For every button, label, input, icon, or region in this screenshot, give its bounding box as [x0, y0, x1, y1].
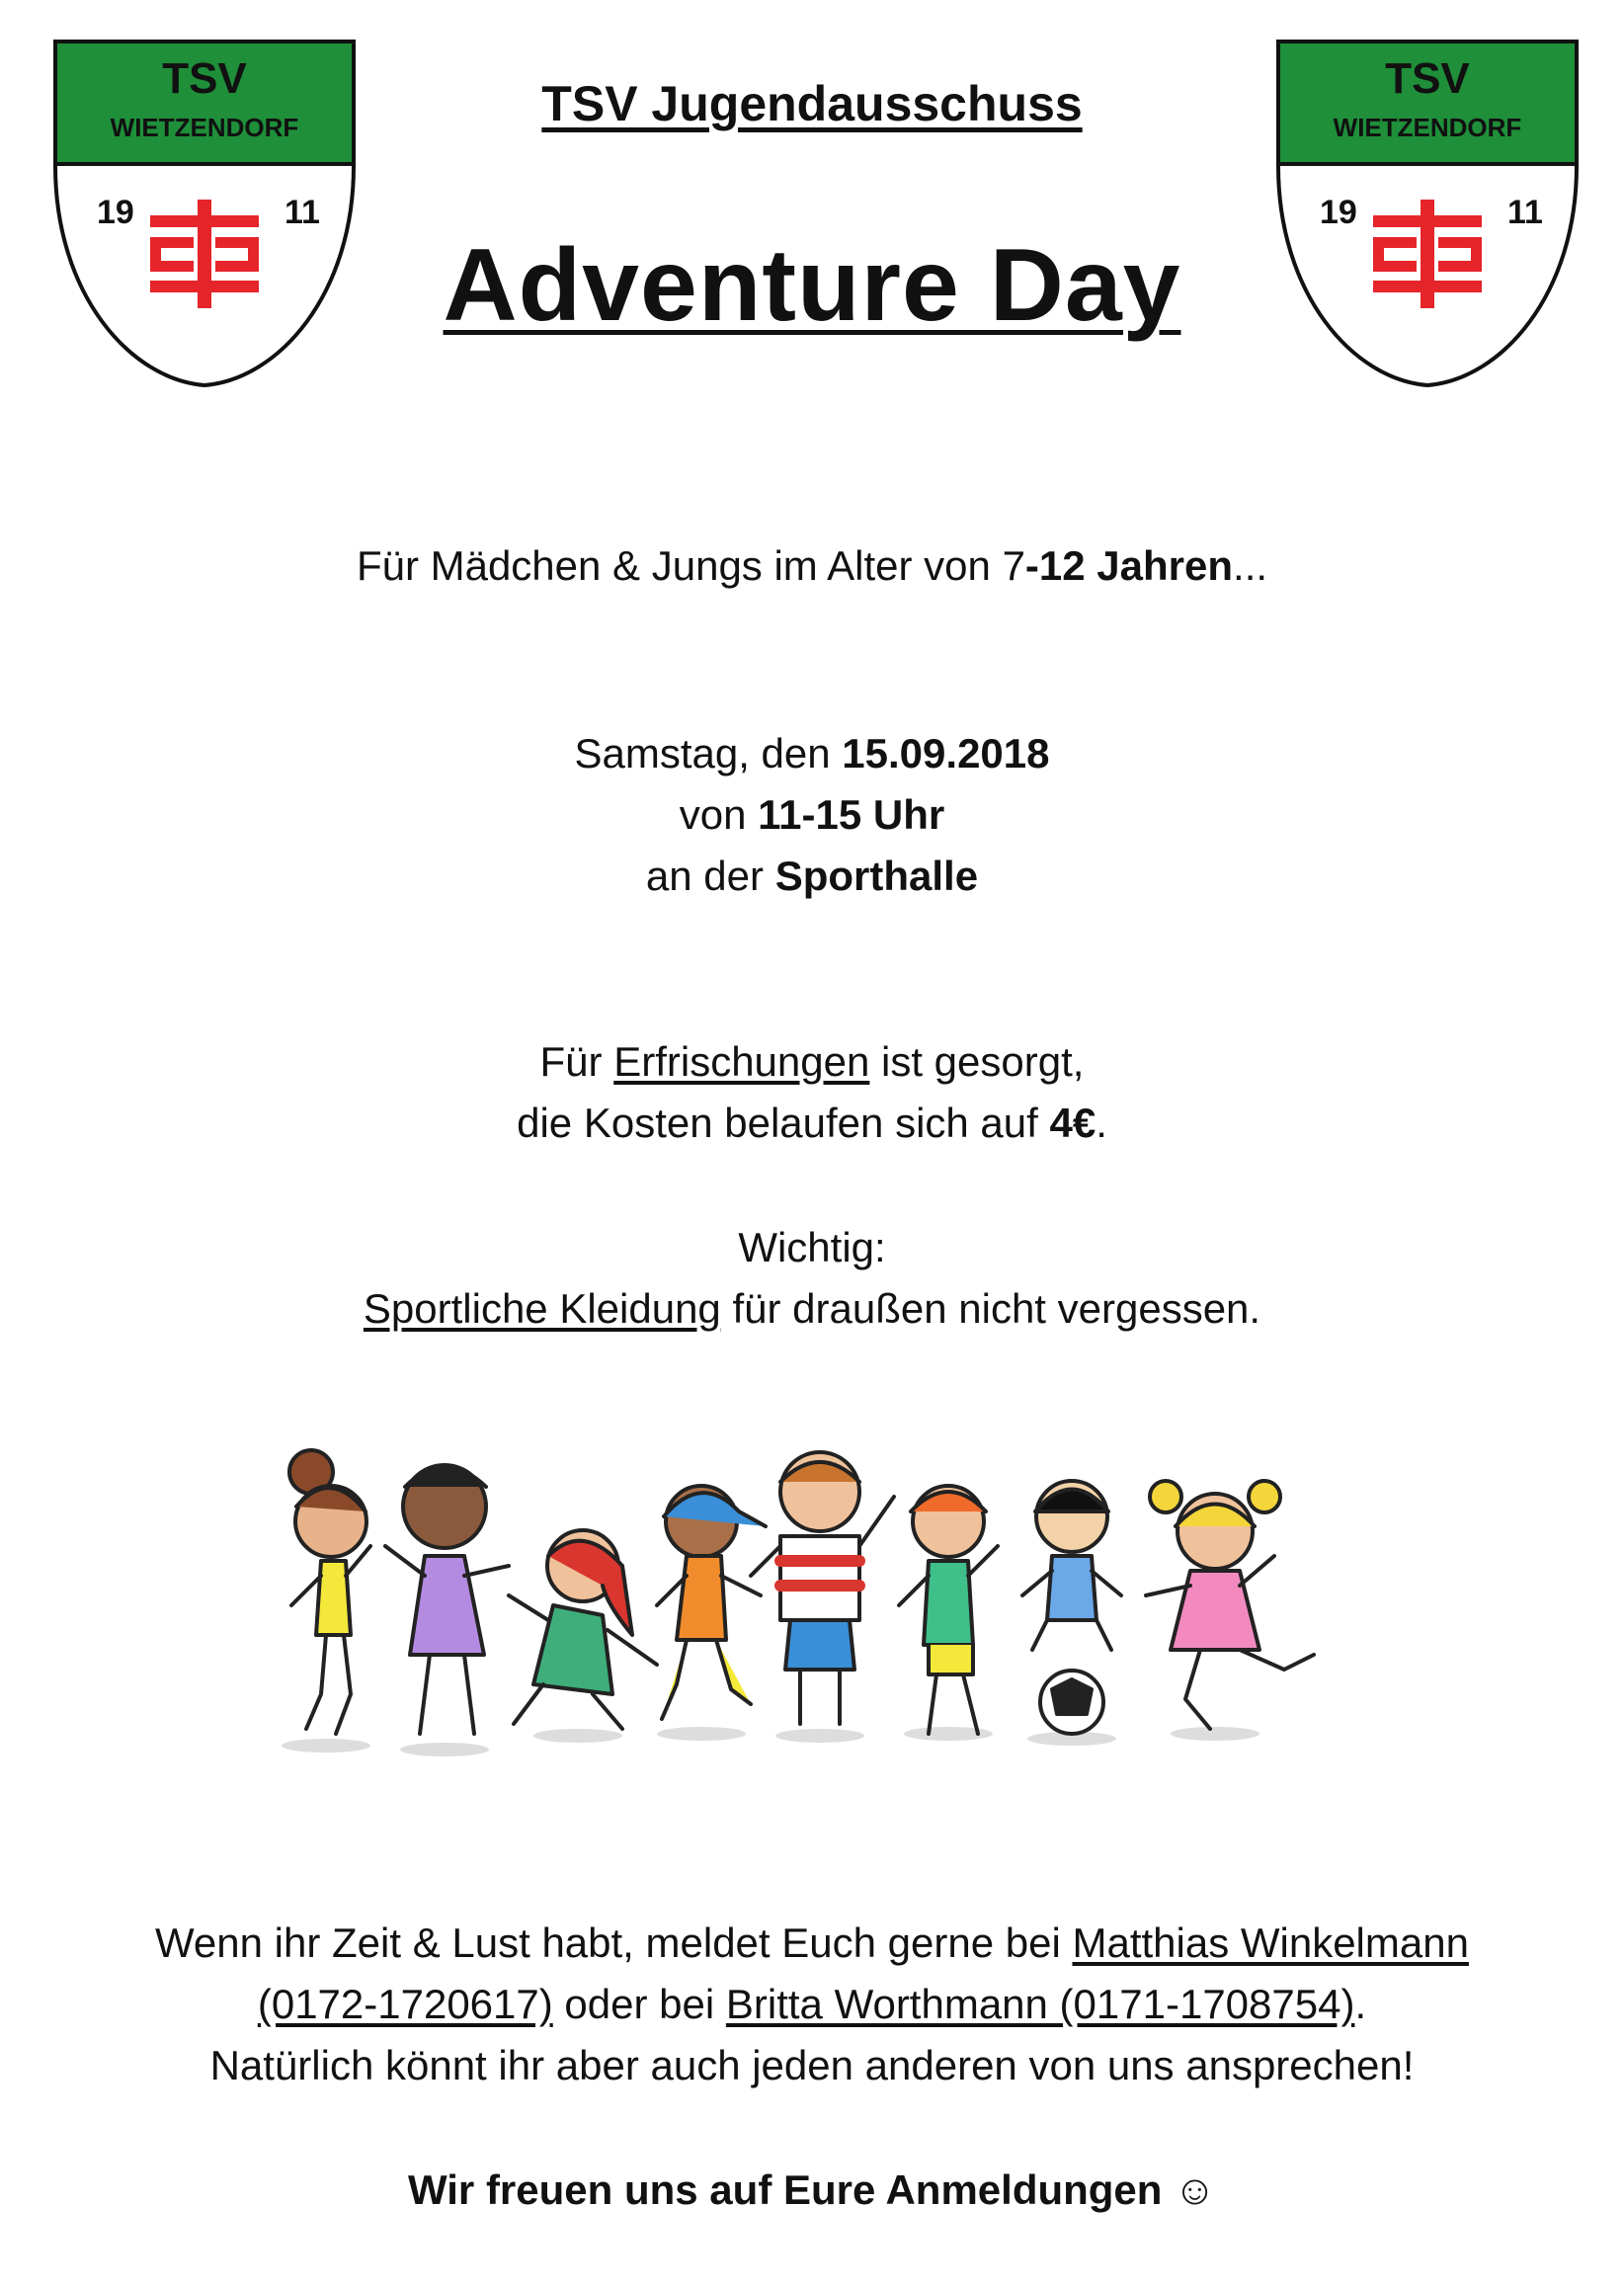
age-suffix: ... [1233, 542, 1268, 589]
closing-message: Wir freuen uns auf Eure Anmeldungen [407, 2166, 1163, 2213]
jumping-children-illustration [267, 1437, 1383, 1763]
refreshments-underlined: Erfrischungen [613, 1038, 870, 1085]
contact-line-2 [0, 1974, 1624, 2035]
contact-person-1: Matthias Winkelmann [1072, 1919, 1469, 1966]
contact-line-3: Natürlich könnt ihr aber auch jeden anderen von uns ansprechen! [209, 2042, 1415, 2088]
child-figure [657, 1486, 766, 1719]
place-prefix: an der [645, 853, 775, 899]
clothing-underlined: Sportliche Kleidung [363, 1285, 721, 1332]
event-place [0, 846, 1624, 907]
child-figure [1022, 1481, 1121, 1734]
crest-town-name: WIETZENDORF [1333, 113, 1522, 142]
page-subtitle: TSV Jugendausschuss [541, 76, 1083, 131]
contact-middle: oder bei [552, 1981, 726, 2027]
contact-person-2: Britta Worthmann (0171-1708754) [725, 1981, 1355, 2027]
child-figure [1146, 1481, 1314, 1729]
child-figure [385, 1465, 509, 1734]
closing-text [0, 2160, 1624, 2221]
event-date [0, 723, 1624, 784]
time-prefix: von [679, 791, 759, 838]
contact-suffix: . [1354, 1981, 1367, 2027]
crest-club-name: TSV [162, 54, 247, 103]
child-figure [899, 1486, 998, 1734]
age-prefix: Für Mädchen & Jungs im Alter von 7 [356, 542, 1025, 589]
smiley-icon: ☺ [1174, 2166, 1217, 2213]
child-figure [509, 1530, 657, 1729]
time-value: 11-15 Uhr [758, 791, 945, 838]
refresh-prefix: Für [539, 1038, 614, 1085]
crest-year-left: 19 [97, 194, 134, 231]
child-figure [289, 1450, 370, 1734]
costs-suffix: . [1096, 1100, 1107, 1146]
place-value: Sporthalle [774, 853, 979, 899]
refresh-suffix: ist gesorgt, [869, 1038, 1085, 1085]
costs-value: 4€ [1049, 1100, 1096, 1146]
age-range: -12 Jahren [1024, 542, 1234, 589]
crest-year-right: 11 [1507, 194, 1543, 231]
crest-year-right: 11 [284, 194, 320, 231]
date-value: 15.09.2018 [842, 730, 1050, 776]
page-title: Adventure Day [443, 228, 1181, 343]
date-prefix: Samstag, den [574, 730, 843, 776]
crest-town-name: WIETZENDORF [110, 113, 299, 142]
clothing-suffix: für draußen nicht vergessen. [720, 1285, 1261, 1332]
crest-year-left: 19 [1320, 194, 1357, 231]
important-label: Wichtig: [738, 1224, 886, 1270]
contact-line-1 [0, 1913, 1624, 1974]
costs-prefix: die Kosten belaufen sich auf [517, 1100, 1050, 1146]
refreshments-text [0, 1031, 1624, 1093]
contact-prefix: Wenn ihr Zeit & Lust habt, meldet Euch gerne bei [155, 1919, 1073, 1966]
costs-text [0, 1093, 1624, 1154]
event-time [0, 784, 1624, 846]
age-group-text [0, 535, 1624, 597]
clothing-reminder [0, 1278, 1624, 1340]
contact-phone-1: (0172-1720617) [257, 1981, 553, 2027]
crest-club-name: TSV [1385, 54, 1470, 103]
child-figure [751, 1452, 894, 1724]
